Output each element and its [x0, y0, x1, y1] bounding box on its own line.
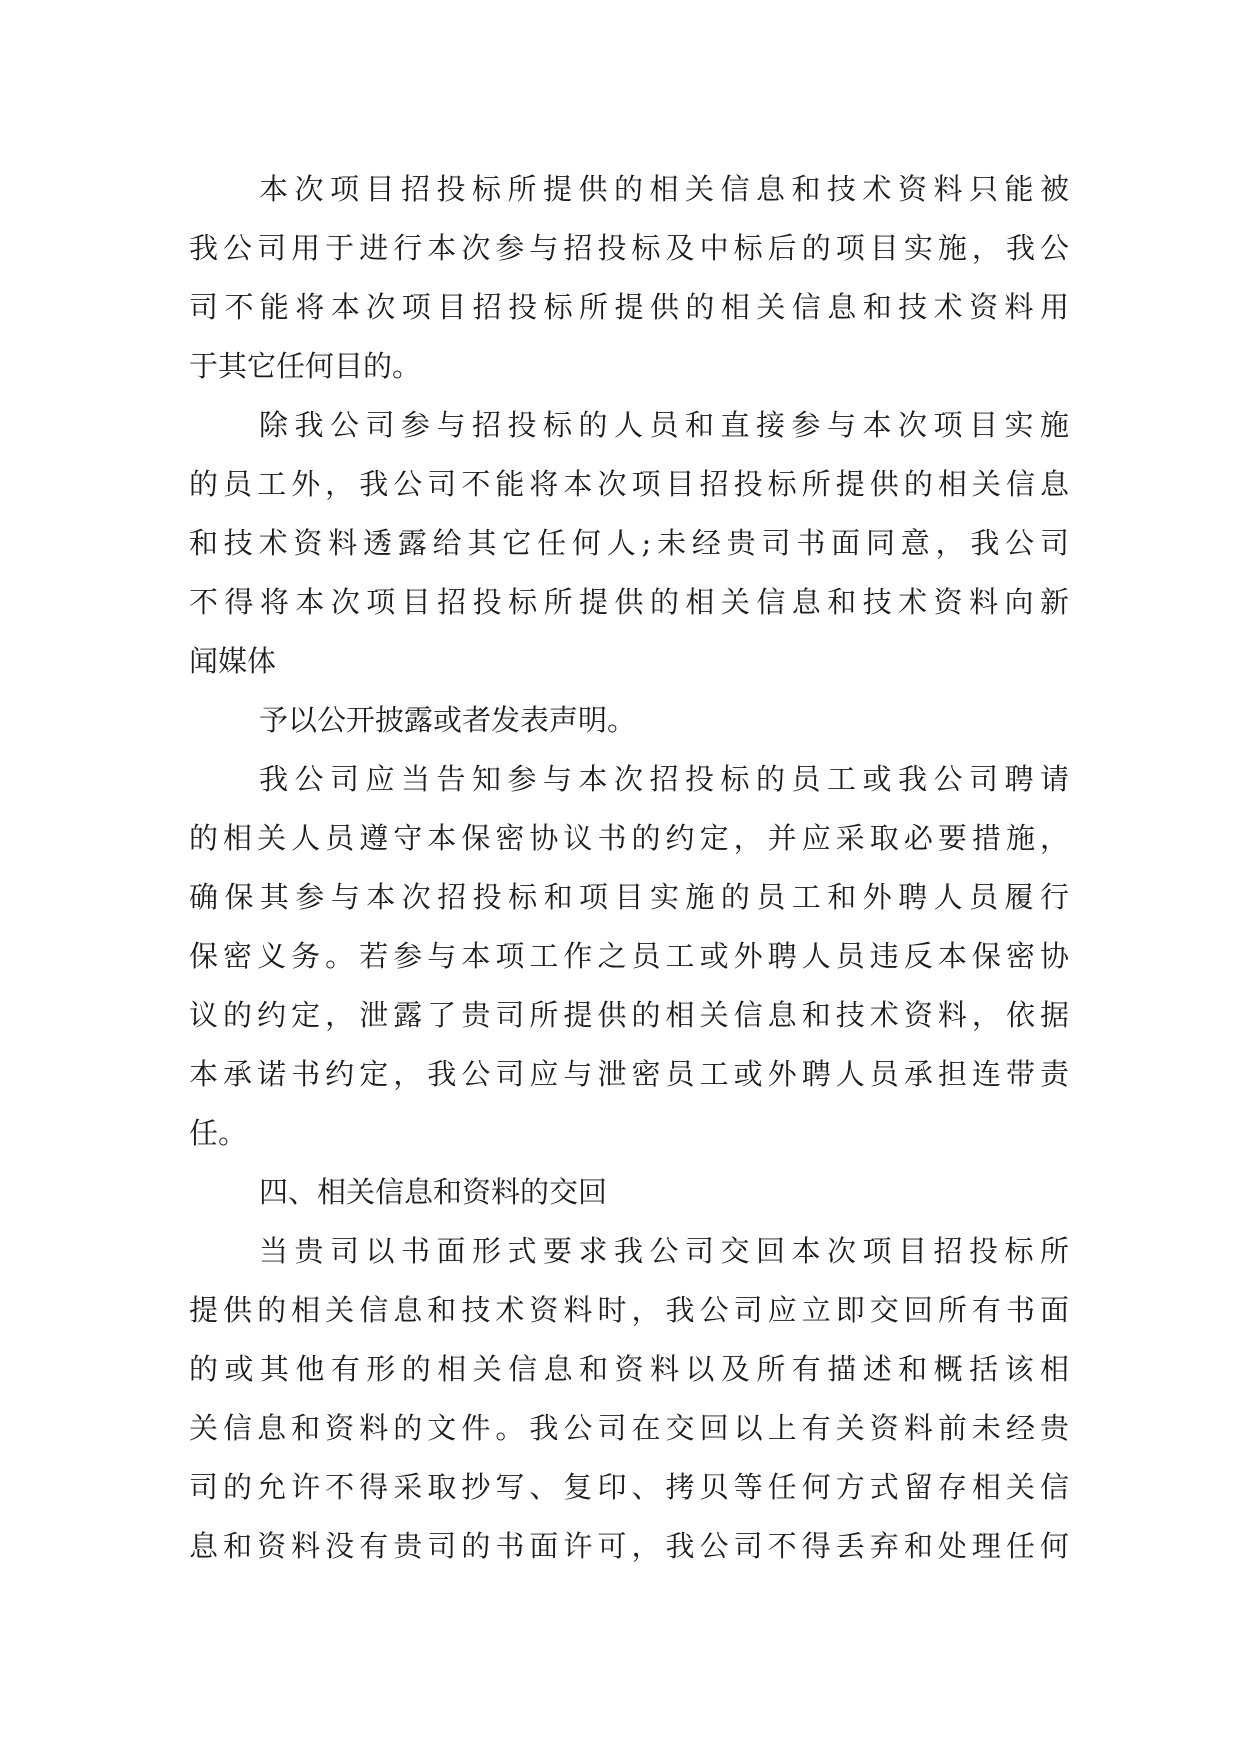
document-line: 当贵司以书面形式要求我公司交回本次项目招投标所 — [259, 1234, 1069, 1268]
document-line: 议的约定，泄露了贵司所提供的相关信息和技术资料，依据 — [189, 998, 1069, 1032]
document-line: 确保其参与本次招投标和项目实施的员工和外聘人员履行 — [189, 880, 1069, 914]
document-line: 司不能将本次项目招投标所提供的相关信息和技术资料用 — [189, 290, 1069, 324]
document-line: 于其它任何目的。 — [189, 349, 422, 383]
document-line: 予以公开披露或者发表声明。 — [259, 703, 637, 737]
document-line: 的员工外，我公司不能将本次项目招投标所提供的相关信息 — [189, 467, 1069, 501]
document-line: 不得将本次项目招投标所提供的相关信息和技术资料向新 — [189, 585, 1069, 619]
document-line: 任。 — [189, 1116, 248, 1150]
document-line: 本承诺书约定，我公司应与泄密员工或外聘人员承担连带责 — [189, 1057, 1069, 1091]
document-line: 除我公司参与招投标的人员和直接参与本次项目实施 — [259, 408, 1069, 442]
document-line: 我公司应当告知参与本次招投标的员工或我公司聘请 — [259, 762, 1069, 796]
document-line: 闻媒体 — [189, 644, 277, 678]
document-line: 息和资料没有贵司的书面许可，我公司不得丢弃和处理任何 — [189, 1529, 1069, 1563]
document-line: 本次项目招投标所提供的相关信息和技术资料只能被 — [259, 172, 1069, 206]
document-line: 的或其他有形的相关信息和资料以及所有描述和概括该相 — [189, 1352, 1069, 1386]
document-line: 的相关人员遵守本保密协议书的约定，并应采取必要措施， — [189, 821, 1069, 855]
document-line: 我公司用于进行本次参与招投标及中标后的项目实施，我公 — [189, 231, 1069, 265]
document-line: 保密义务。若参与本项工作之员工或外聘人员违反本保密协 — [189, 939, 1069, 973]
document-line: 和技术资料透露给其它任何人;未经贵司书面同意，我公司 — [189, 526, 1069, 560]
document-body — [189, 160, 1069, 1576]
document-line: 四、相关信息和资料的交回 — [259, 1175, 608, 1209]
document-line: 提供的相关信息和技术资料时，我公司应立即交回所有书面 — [189, 1293, 1069, 1327]
document-line: 关信息和资料的文件。我公司在交回以上有关资料前未经贵 — [189, 1411, 1069, 1445]
document-line: 司的允许不得采取抄写、复印、拷贝等任何方式留存相关信 — [189, 1470, 1069, 1504]
